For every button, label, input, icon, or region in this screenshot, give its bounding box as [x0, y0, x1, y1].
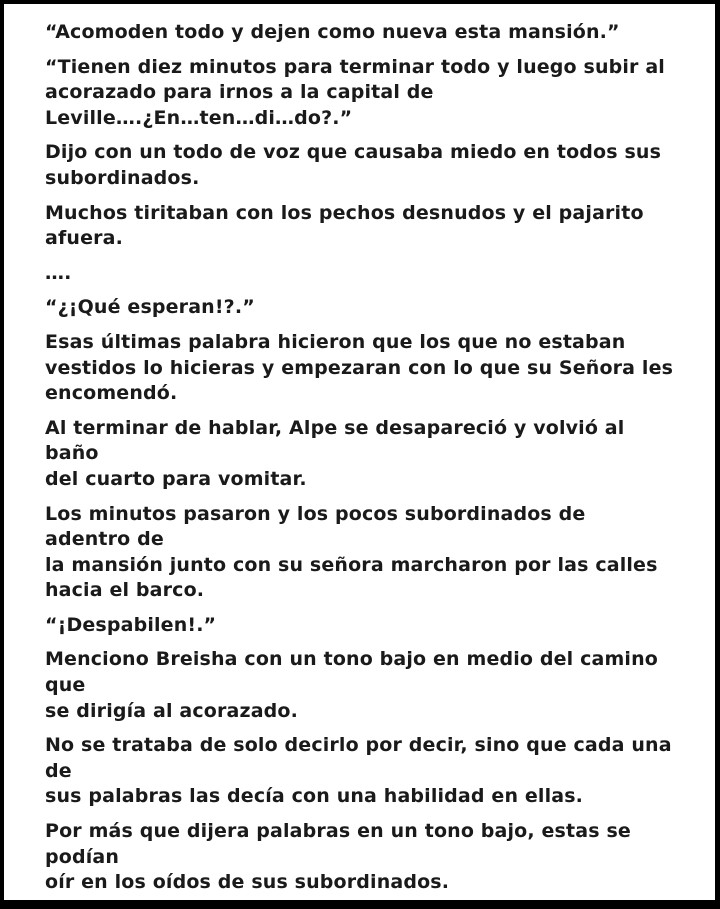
text-line: Al terminar de hablar, Alpe se desapareció y volvió al baño: [45, 416, 625, 465]
text-line: No se trataba de solo decirlo por decir, sino que cada una de: [45, 734, 672, 782]
text-line: “¿¡Qué esperan!?.”: [45, 296, 255, 319]
paragraph: [45, 201, 675, 252]
document-page: [4, 4, 715, 900]
paragraph: [45, 55, 675, 132]
text-line: sus palabras las decía con una habilidad en ellas.: [45, 785, 584, 808]
text-line: Muchos tiritaban con los pechos desnudos y el pajarito: [45, 201, 644, 224]
paragraph: [45, 733, 675, 810]
paragraph: [45, 261, 675, 287]
paragraph: [45, 140, 675, 191]
text-line: acorazado para irnos a la capital de: [45, 81, 434, 104]
text-line: Esas últimas palabra hicieron que los que no estaban: [45, 330, 626, 353]
text-line: Los minutos pasaron y los pocos subordinados de adentro de: [45, 502, 586, 551]
text-line: “¡Despabilen!.”: [45, 613, 217, 636]
text-line: subordinados.: [45, 166, 200, 189]
paragraph: [45, 613, 675, 639]
text-line: ….: [45, 261, 72, 284]
text-line: del cuarto para vomitar.: [45, 467, 307, 490]
paragraph: [45, 330, 675, 407]
text-line: Por más que dijera palabras en un tono bajo, estas se podían: [45, 820, 631, 868]
paragraph: [45, 647, 675, 724]
text-line: afuera.: [45, 227, 123, 250]
text-line: la mansión junto con su señora marcharon por las calles: [45, 553, 658, 576]
text-line: hacia el barco.: [45, 579, 205, 602]
paragraph: [45, 502, 675, 604]
text-line: Menciono Breisha con un tono bajo en medio del camino que: [45, 648, 658, 697]
text-line: Dijo con un todo de voz que causaba miedo en todos sus: [45, 141, 662, 164]
text-line: se dirigía al acorazado.: [45, 699, 298, 722]
paragraph: [45, 295, 675, 321]
text-line: “Tienen diez minutos para terminar todo y luego subir al: [45, 55, 665, 78]
text-line: Leville….¿En…ten…di…do?.”: [45, 106, 353, 129]
text-line: oír en los oídos de sus subordinados.: [45, 871, 450, 894]
paragraph: [45, 20, 675, 46]
paragraph: [45, 416, 675, 493]
text-line: vestidos lo hicieras y empezaran con lo que su Señora les: [45, 356, 674, 379]
text-line: encomendó.: [45, 382, 178, 405]
paragraph: [45, 819, 675, 896]
text-line: “Acomoden todo y dejen como nueva esta mansión.”: [45, 21, 620, 43]
